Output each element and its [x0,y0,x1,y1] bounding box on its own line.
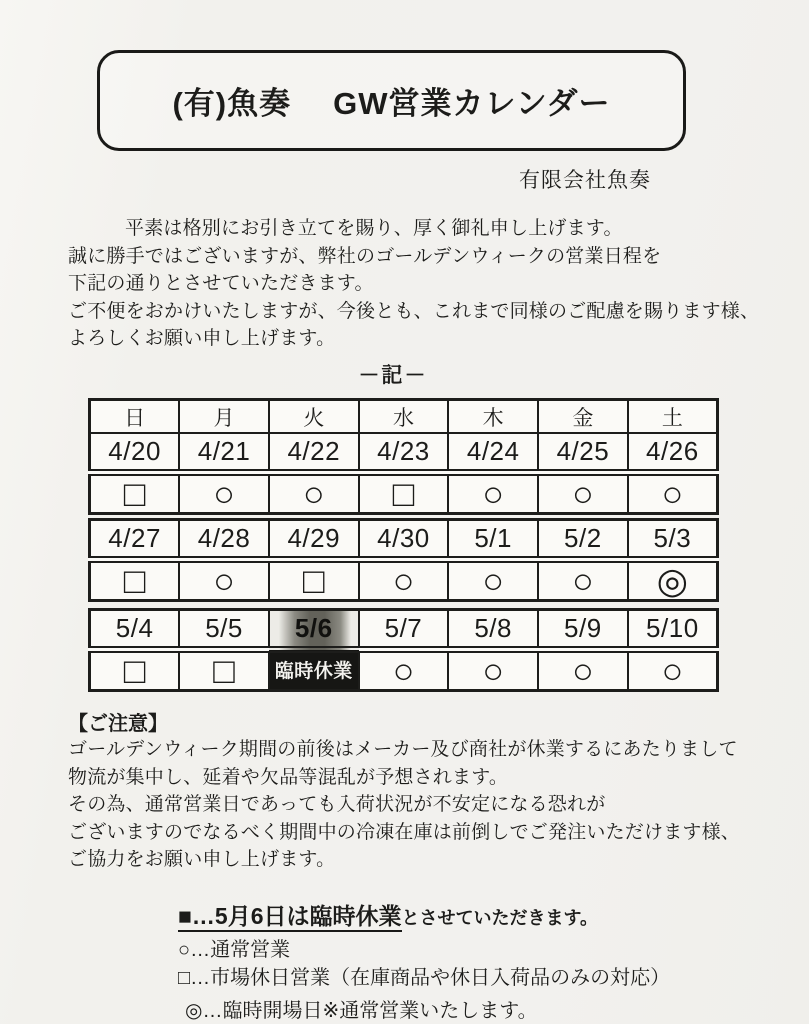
status-row [90,473,718,514]
calendar-week3-table [88,608,719,692]
date-cell: 5/2 [538,520,628,560]
title-company-short: (有)魚奏 [172,86,292,121]
date-cell: 5/5 [179,610,269,650]
day-header-cell: 日 [90,400,180,434]
date-cell: 4/24 [448,433,538,473]
notice-line: ゴールデンウィーク期間の前後はメーカー及び商社が休業するにあたりまして [68,739,738,760]
status-cell: ○ [538,560,628,601]
notice-heading: 【ご注意】 [68,713,168,735]
legend-separator: … [190,967,211,989]
legend-closed-note [178,898,738,931]
status-cell: ○ [538,650,628,691]
title-box [97,50,686,151]
status-cell: □ [359,473,449,514]
status-row [90,560,718,601]
status-cell: ○ [359,650,449,691]
day-header-row [90,400,718,434]
status-cell: □ [90,650,180,691]
section-marker: －記－ [358,364,428,387]
date-cell: 5/1 [448,520,538,560]
title-heading: GW営業カレンダー [333,86,611,121]
greeting-line: 下記の通りとさせていただきます。 [68,273,374,294]
legend-item-special-open [185,997,738,1024]
company-name: 有限会社魚奏 [519,169,651,192]
date-cell: 5/4 [90,610,180,650]
status-cell: ○ [448,560,538,601]
notice-line: 物流が集中し、延着や欠品等混乱が予想されます。 [68,766,509,788]
status-cell-temporary-closed: 臨時休業 [269,650,359,691]
legend-closed-text: 5月6日は臨時休業 [214,903,402,929]
greeting-line: ご不便をおかけいたしますが、今後とも、これまで同様のご配慮を賜ります様、 [68,300,760,322]
date-row [90,433,718,473]
date-cell: 4/23 [359,433,449,473]
status-cell: ○ [179,560,269,601]
status-cell: ○ [448,650,538,691]
day-header-cell: 月 [179,400,269,434]
date-cell: 5/3 [628,520,718,560]
notice-line: その為、通常営業日であっても入荷状況が不安定になる恐れが [68,794,606,815]
legend-separator: … [191,903,215,929]
status-cell: ○ [359,560,449,601]
calendar-week2-table [88,518,719,602]
calendar-week1-table [88,398,719,515]
legend-item-market-holiday [178,964,738,992]
date-cell: 4/26 [628,433,718,473]
legend [178,898,738,1024]
status-cell-special-open: ◎ [628,560,718,601]
date-cell: 4/27 [90,520,180,560]
date-cell: 4/30 [359,520,449,560]
date-cell: 5/10 [628,610,718,650]
date-cell-highlighted: 5/6 [269,610,359,650]
status-cell: ○ [448,473,538,514]
greeting-line: よろしくお願い申し上げます。 [68,328,336,349]
greeting-line: 誠に勝手ではございますが、弊社のゴールデンウィークの営業日程を [68,245,662,267]
legend-item-label: 市場休日営業（在庫商品や休日入荷品のみの対応） [210,967,671,989]
greeting-line: 平素は格別にお引き立てを賜り、厚く御礼申し上げます。 [125,218,623,239]
date-cell: 4/21 [179,433,269,473]
date-cell: 4/20 [90,433,180,473]
date-cell: 5/8 [448,610,538,650]
bullseye-icon: ◎ [185,1000,203,1022]
date-cell: 5/9 [538,610,628,650]
day-header-cell: 火 [269,400,359,434]
status-cell: ○ [538,473,628,514]
status-row [90,650,718,691]
status-cell: □ [90,560,180,601]
date-cell: 4/28 [179,520,269,560]
day-header-cell: 土 [628,400,718,434]
day-header-cell: 木 [448,400,538,434]
status-cell: □ [90,473,180,514]
notice-paragraph [68,736,768,874]
day-header-cell: 金 [538,400,628,434]
legend-separator: … [190,939,211,961]
status-cell: □ [179,650,269,691]
legend-item-normal-business [178,936,738,964]
greeting-paragraph [68,215,768,353]
legend-item-label: 通常営業 [210,939,291,961]
date-row [90,610,718,650]
day-header-cell: 水 [359,400,449,434]
date-row [90,520,718,560]
legend-closed-underlined [178,903,402,932]
filled-square-icon: ■ [178,903,192,929]
date-cell: 4/22 [269,433,359,473]
status-cell: ○ [179,473,269,514]
date-cell: 5/7 [359,610,449,650]
status-cell: ○ [269,473,359,514]
status-cell: ○ [628,473,718,514]
circle-icon: ○ [178,939,191,961]
notice-line: ございますのでなるべく期間中の冷凍在庫は前倒しでご発注いただけます様、 [68,821,741,843]
status-cell: ○ [628,650,718,691]
square-icon: □ [178,967,191,989]
status-cell: □ [269,560,359,601]
legend-separator: … [202,1000,223,1022]
date-cell: 4/25 [538,433,628,473]
legend-item-label: 臨時開場日※通常営業いたします。 [222,1000,538,1022]
date-cell: 4/29 [269,520,359,560]
legend-closed-suffix: とさせていただきます。 [401,908,599,928]
notice-line: ご協力をお願い申し上げます。 [68,849,336,870]
